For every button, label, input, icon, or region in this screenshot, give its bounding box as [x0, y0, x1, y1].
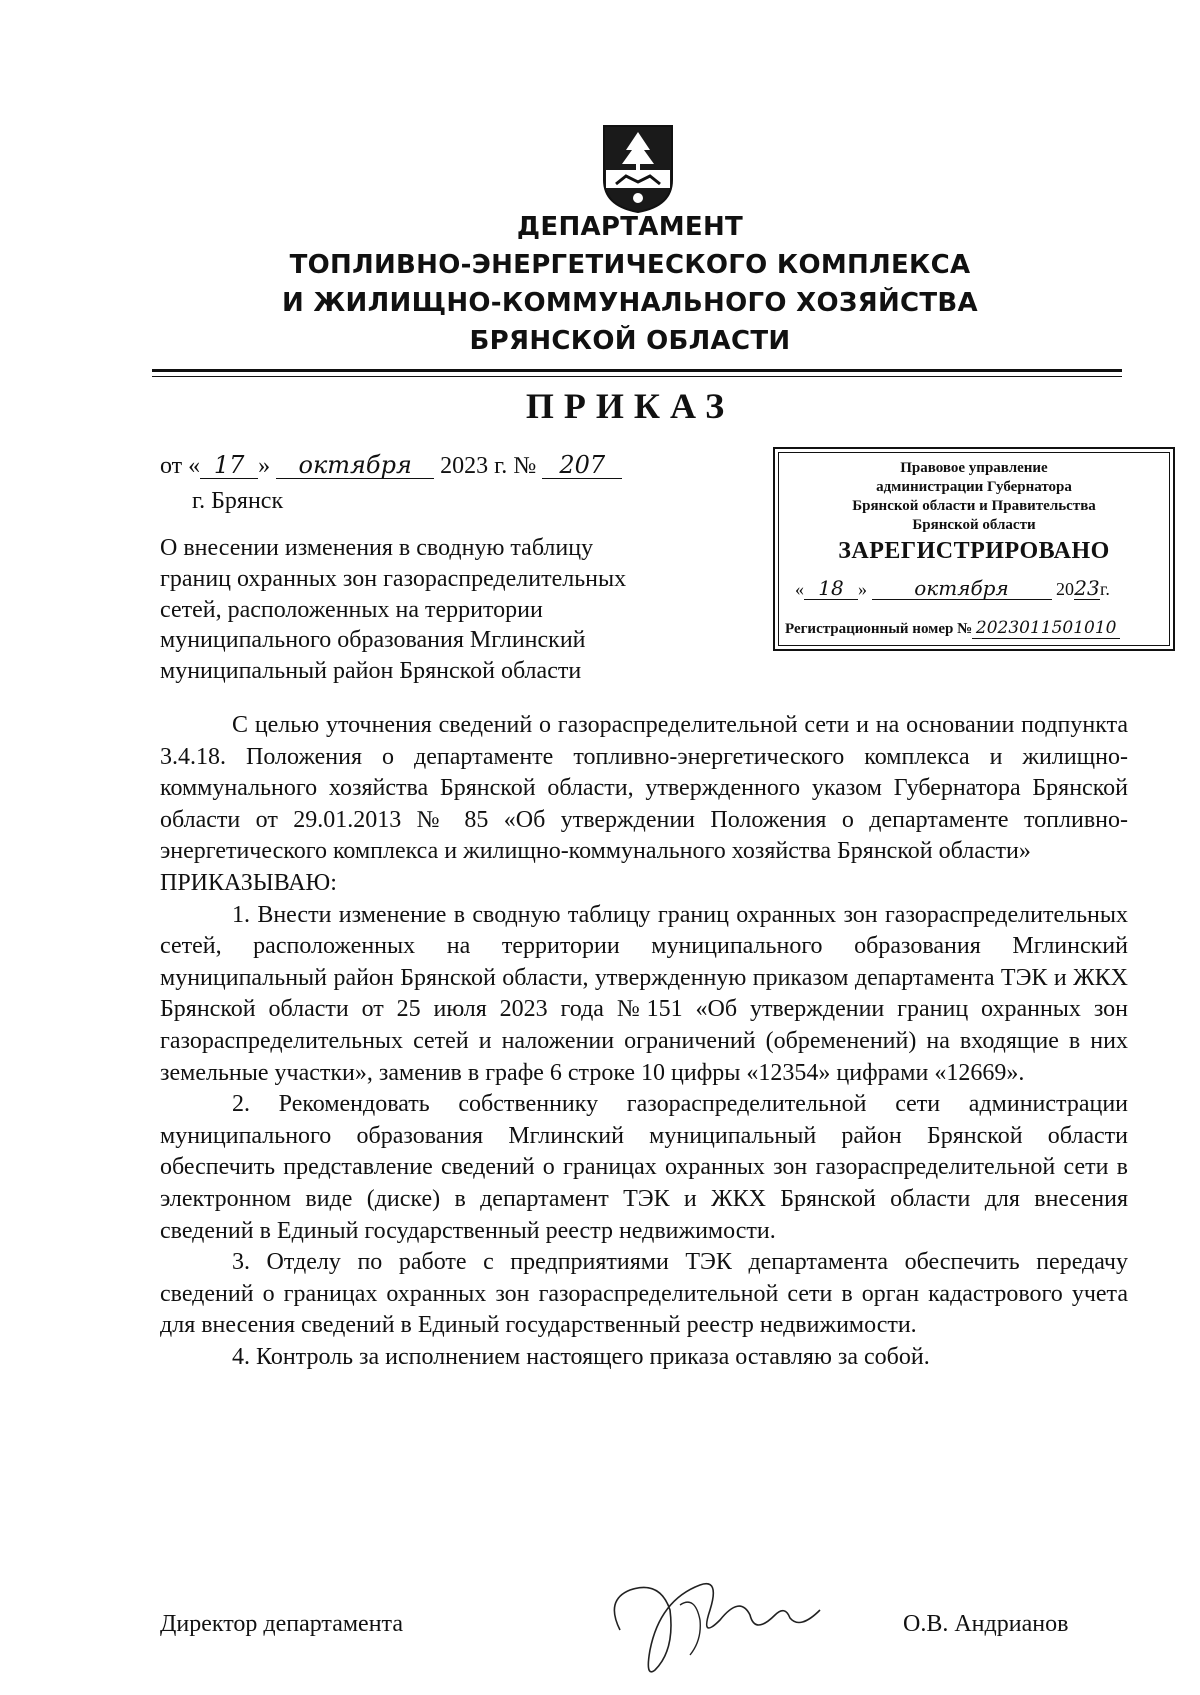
- header-line-4: БРЯНСКОЙ ОБЛАСТИ: [469, 326, 791, 356]
- stamp-month: октября: [872, 577, 1052, 600]
- order-word: ПРИКАЗЫВАЮ:: [160, 869, 337, 896]
- registration-stamp: [773, 447, 1175, 651]
- stamp-day: 18: [804, 577, 858, 600]
- order-number: 207: [542, 452, 622, 479]
- dateline-prefix: от «: [160, 453, 201, 479]
- order-year: 2023 г.: [440, 453, 508, 479]
- order-number-prefix: №: [513, 453, 537, 479]
- stamp-authority: [775, 459, 1173, 535]
- signer-name: О.В. Андрианов: [903, 1611, 1069, 1637]
- stamp-line: Правовое управление: [900, 460, 1048, 476]
- order-city: г. Брянск: [192, 488, 284, 514]
- header-line-2: ТОПЛИВНО-ЭНЕРГЕТИЧЕСКОГО КОМПЛЕКСА: [289, 250, 971, 280]
- preamble-paragraph: С целью уточнения сведений о газораспределительной сети и на основании подпункта 3.4.18. Положения о департаменте топливно-энергетического комплекса и жилищно-коммунального хозяйства Брянской области, утвержденного указом Губернатора Брянской области от 29.01.2013 № 85 «Об утверждении Положения о департаменте топливно-энергетического комплекса и жилищно-коммунального хозяйства Брянской области»: [160, 712, 1128, 865]
- subject-line: сетей, расположенных на территории: [160, 596, 543, 623]
- stamp-date: « 18 » октября 2023г.: [795, 576, 1110, 600]
- subject-line: муниципального образования Мглинский: [160, 627, 586, 654]
- order-dateline: [160, 452, 622, 480]
- bryansk-coat-of-arms-icon: [600, 122, 676, 214]
- handwritten-signature-icon: [600, 1560, 840, 1680]
- subject-line: границ охранных зон газораспределительных: [160, 565, 627, 592]
- order-month: октября: [276, 452, 434, 479]
- order-subject: [160, 533, 733, 687]
- stamp-status: ЗАРЕГИСТРИРОВАНО: [838, 538, 1110, 564]
- stamp-year-suffix: 23: [1074, 576, 1100, 600]
- subject-line: О внесении изменения в сводную таблицу: [160, 535, 594, 561]
- order-body: [160, 710, 1128, 1373]
- document-title: ПРИКАЗ: [525, 386, 735, 426]
- stamp-reg-label: Регистрационный номер №: [785, 621, 973, 637]
- stamp-reg-value: 2023011501010: [972, 619, 1120, 639]
- department-header: [140, 208, 1120, 360]
- header-line-1: ДЕПАРТАМЕНТ: [516, 212, 744, 242]
- stamp-line: Брянской области и Правительства: [852, 498, 1096, 514]
- order-item: 2. Рекомендовать собственнику газораспределительной сети администрации муниципального образования Мглинский муниципальный район Брянской области обеспечить представление сведений о границах охранных зон газораспределительной сети в электронном виде (диске) в департамент ТЭК и ЖКХ Брянской области для внесения сведений в Единый государственный реестр недвижимости.: [160, 1091, 1128, 1244]
- order-item: 4. Контроль за исполнением настоящего приказа оставляю за собой.: [232, 1343, 930, 1370]
- order-item: 1. Внести изменение в сводную таблицу границ охранных зон газораспределительных сетей, расположенных на территории муниципального образования Мглинский муниципальный район Брянской области, утвержденную приказом департамента ТЭК и ЖКХ Брянской области от 25 июля 2023 года №151 «Об утверждении границ охранных зон газораспределительных сетей и наложении ограничений (обременений) на входящие в них земельные участки», заменив в графе 6 строке 10 цифры «12354» цифрами «12669».: [160, 901, 1128, 1086]
- stamp-year-tail: г.: [1100, 579, 1110, 599]
- order-day: 17: [200, 452, 258, 479]
- order-item: 3. Отделу по работе с предприятиями ТЭК департамента обеспечить передачу сведений о границах охранных зон газораспределительной сети в орган кадастрового учета для внесения сведений в Единый государственный реестр недвижимости.: [160, 1249, 1128, 1339]
- header-line-3: И ЖИЛИЩНО-КОММУНАЛЬНОГО ХОЗЯЙСТВА: [282, 288, 978, 318]
- header-divider-thin: [152, 376, 1122, 377]
- subject-line: муниципальный район Брянской области: [160, 658, 582, 685]
- stamp-reg-number: [785, 619, 1120, 639]
- stamp-line: администрации Губернатора: [876, 479, 1072, 495]
- stamp-year-prefix: 20: [1056, 579, 1074, 599]
- dateline-mid: »: [258, 453, 271, 479]
- stamp-line: Брянской области: [912, 517, 1036, 533]
- signer-position: Директор департамента: [160, 1611, 403, 1637]
- header-divider-thick: [152, 369, 1122, 372]
